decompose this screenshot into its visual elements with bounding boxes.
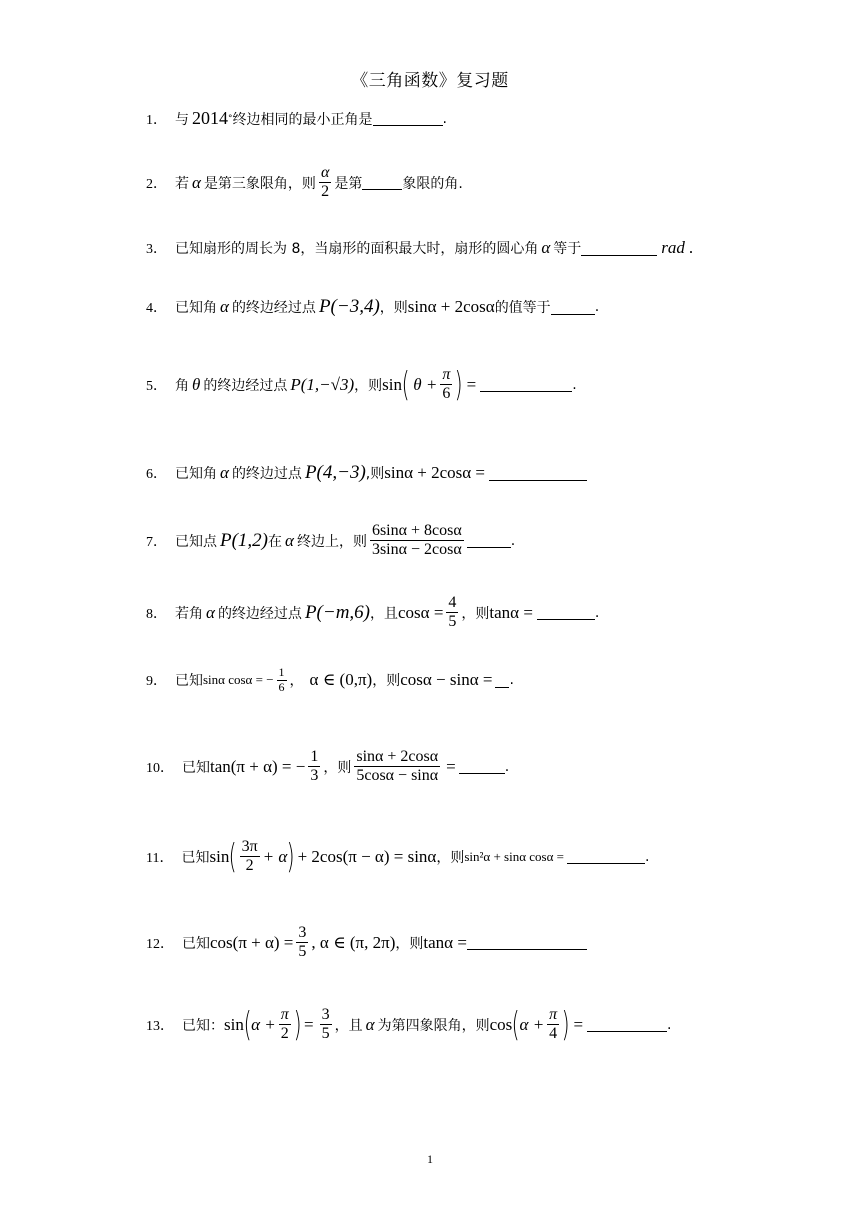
math-value: 2014 <box>192 108 228 128</box>
answer-blank[interactable] <box>467 935 587 950</box>
question-text: ， <box>289 673 304 690</box>
math-expression: + 2cos(π − α) = sinα <box>297 846 437 866</box>
question-text: 若角 <box>175 605 203 622</box>
left-paren: ( <box>228 836 237 877</box>
question-text: 已知角 <box>175 300 217 316</box>
equals-sign: = <box>304 1014 314 1034</box>
question-text: 的终边经过点 <box>217 605 302 622</box>
question-3 <box>146 238 693 258</box>
question-12 <box>146 924 587 962</box>
math-symbol: α <box>220 297 229 316</box>
question-text: ,则 <box>365 466 385 482</box>
fraction <box>296 924 308 962</box>
page-title: 《三角函数》复习题 <box>351 71 509 91</box>
right-paren: ) <box>454 364 463 405</box>
fraction <box>370 522 464 560</box>
fraction-denominator: 2 <box>280 1025 289 1043</box>
math-expression: θ + <box>413 374 438 394</box>
math-symbol: α <box>541 238 551 257</box>
question-text: . <box>509 672 514 689</box>
question-number: 4． <box>146 301 167 316</box>
left-paren: ( <box>401 364 410 405</box>
answer-blank[interactable] <box>495 673 509 688</box>
point-coordinates: P(1,2) <box>220 529 269 551</box>
question-text: 已知 <box>182 935 210 952</box>
question-text: 已知角 <box>175 466 217 482</box>
question-number: 5． <box>146 378 167 394</box>
point-coordinates: P(1,−√3) <box>290 374 355 394</box>
question-text: 终边上，则 <box>296 533 367 550</box>
math-expression: tan(π + α) = − <box>210 756 306 776</box>
question-11 <box>146 838 649 876</box>
fraction-denominator: 5 <box>321 1025 330 1043</box>
fraction-denominator: 3 <box>310 767 319 785</box>
question-7 <box>146 522 515 560</box>
math-symbol: θ <box>192 374 201 394</box>
fraction-denominator: 6 <box>278 679 285 694</box>
answer-blank[interactable] <box>567 849 645 864</box>
math-expression: , α ∈ (π, 2π) <box>311 932 396 952</box>
fraction-denominator: 5 <box>448 613 457 631</box>
question-number: 2． <box>146 176 167 192</box>
right-paren: ) <box>561 1004 570 1045</box>
question-text: 的终边经过点 <box>203 377 288 394</box>
math-symbol: α <box>220 463 229 482</box>
answer-blank[interactable] <box>480 377 572 392</box>
question-number: 11． <box>146 850 174 866</box>
math-expression: α + <box>251 1014 276 1034</box>
question-text: 已知 <box>181 849 210 866</box>
fraction-denominator: 5 <box>298 943 307 961</box>
equals-sign: = <box>466 374 477 394</box>
question-text: 的终边过点 <box>231 466 302 482</box>
fraction-numerator: 4 <box>446 594 458 613</box>
question-text: 的值等于 <box>494 300 551 316</box>
answer-blank[interactable] <box>587 1017 667 1032</box>
fraction-numerator: 6sinα + 8cosα <box>370 522 464 541</box>
fraction-denominator: 6 <box>442 385 451 403</box>
question-4 <box>146 296 599 318</box>
question-text: 等于 <box>553 241 582 257</box>
right-paren: ) <box>286 836 295 877</box>
question-number: 13． <box>146 1018 174 1034</box>
question-text: ，则 <box>461 605 490 622</box>
point-coordinates: P(4,−3) <box>304 462 366 483</box>
question-8 <box>146 594 599 632</box>
question-text: . <box>594 604 600 621</box>
math-function: cos <box>489 1014 513 1034</box>
question-number: 1． <box>146 112 167 128</box>
math-expression: + α <box>262 846 288 866</box>
question-1 <box>146 108 447 129</box>
question-number: 10． <box>146 760 174 776</box>
math-expression: sinα + 2cosα <box>407 297 495 316</box>
math-symbol: α <box>206 602 215 622</box>
question-text: ，则 <box>354 377 383 394</box>
question-text: 若 <box>175 175 189 192</box>
question-number: 7． <box>146 534 167 550</box>
point-coordinates: P(−3,4) <box>318 296 380 317</box>
question-text: 的终边经过点 <box>231 300 316 316</box>
math-function: sin <box>209 846 230 866</box>
math-symbol: α <box>192 172 201 192</box>
fraction <box>354 748 440 786</box>
degree-sign: ° <box>228 113 233 124</box>
fraction <box>320 1006 332 1044</box>
point-coordinates: P(−m,6) <box>304 601 370 623</box>
fraction-numerator: π <box>442 366 451 383</box>
question-9 <box>146 666 514 695</box>
fraction-denominator: 5cosα − sinα <box>356 767 439 785</box>
question-text: 已知 <box>175 673 203 690</box>
question-text: . <box>688 238 694 257</box>
fraction <box>240 838 260 876</box>
math-expression: tanα = <box>489 602 533 622</box>
fraction-denominator: 2 <box>321 183 330 201</box>
math-expression: tanα = <box>423 932 467 952</box>
question-text: . <box>594 299 600 315</box>
math-expression: sinα cosα = − <box>203 672 274 688</box>
answer-blank[interactable] <box>467 533 511 548</box>
question-text: 在 <box>268 533 283 550</box>
question-number: 12． <box>146 936 174 952</box>
answer-blank[interactable] <box>537 605 595 620</box>
question-10 <box>146 748 509 786</box>
question-text: ，且 <box>334 1017 363 1034</box>
question-text: 是第 <box>334 175 363 192</box>
fraction <box>440 366 452 404</box>
question-text: . <box>572 376 577 393</box>
fraction-numerator: π <box>280 1006 289 1023</box>
question-number: 9． <box>146 674 167 690</box>
fraction-numerator: α <box>320 164 330 181</box>
question-number: 8． <box>146 606 167 622</box>
fraction <box>277 666 287 695</box>
question-number: 3． <box>146 242 167 257</box>
question-text: . <box>510 532 516 549</box>
question-13 <box>146 1006 672 1044</box>
fraction-numerator: 1 <box>278 665 285 679</box>
question-2 <box>146 164 463 202</box>
answer-blank[interactable] <box>459 759 505 774</box>
math-symbol: α <box>365 1014 375 1034</box>
math-expression: cosα − sinα = <box>400 670 493 690</box>
left-paren: ( <box>243 1004 252 1045</box>
fraction-numerator: 3 <box>296 924 308 943</box>
question-text: 是第三象限角，则 <box>203 175 316 192</box>
math-expression: α + <box>519 1014 545 1034</box>
question-6 <box>146 462 587 484</box>
fraction-numerator: 1 <box>308 748 320 767</box>
fraction-numerator: 3 <box>320 1006 332 1025</box>
equals-sign: = <box>446 756 456 776</box>
question-5 <box>146 366 577 404</box>
question-number: 6． <box>146 467 167 482</box>
answer-blank[interactable] <box>581 241 657 256</box>
equals-sign: = <box>573 1014 584 1034</box>
question-text: . <box>504 758 510 775</box>
math-expression: cosα = <box>398 602 444 622</box>
math-function: sin <box>382 374 402 394</box>
fraction-denominator: 3sinα − 2cosα <box>371 541 462 559</box>
answer-blank[interactable] <box>489 466 587 481</box>
fraction <box>279 1006 291 1044</box>
fraction-denominator: 4 <box>549 1025 558 1043</box>
question-text: . <box>645 848 650 865</box>
answer-blank[interactable] <box>373 111 443 126</box>
right-paren: ) <box>293 1004 302 1045</box>
question-text: 与 <box>175 111 189 128</box>
question-text: 角 <box>175 377 189 394</box>
question-text: 象限的角. <box>402 175 463 192</box>
question-text: . <box>442 110 447 127</box>
question-text: ，则 <box>395 935 424 952</box>
question-text: ，则 <box>323 759 352 776</box>
fraction <box>308 748 320 786</box>
math-expression: cos(π + α) = <box>210 932 294 952</box>
math-symbol: α <box>285 530 294 550</box>
question-text: 终边相同的最小正角是 <box>232 111 373 128</box>
fraction <box>547 1006 559 1044</box>
fraction <box>446 594 458 632</box>
fraction-denominator: 2 <box>245 857 254 875</box>
unit-rad: rad <box>661 238 685 257</box>
question-text: ，则 <box>436 849 465 866</box>
fraction <box>319 164 331 202</box>
question-text: 已知点 <box>175 533 217 550</box>
math-expression: sinα + 2cosα = <box>384 463 485 482</box>
question-text: 已知扇形的周长为 8，当扇形的面积最大时，扇形的圆心角 <box>175 241 539 257</box>
left-paren: ( <box>511 1004 520 1045</box>
question-text: 已知： <box>182 1017 224 1034</box>
math-function: sin <box>224 1014 244 1034</box>
fraction-numerator: 3π <box>240 838 260 857</box>
question-text: . <box>667 1016 672 1033</box>
answer-blank[interactable] <box>551 300 595 315</box>
question-text: 为第四象限角，则 <box>377 1017 490 1034</box>
fraction-numerator: π <box>549 1006 558 1023</box>
math-expression: α ∈ (0,π) <box>309 670 373 690</box>
math-expression: sin²α + sinα cosα = <box>464 848 564 864</box>
answer-blank[interactable] <box>362 175 402 190</box>
question-text: 已知 <box>182 759 210 776</box>
question-text: ，则 <box>379 300 408 316</box>
page-number: 1 <box>427 1152 433 1166</box>
question-text: ，则 <box>372 673 401 690</box>
fraction-numerator: sinα + 2cosα <box>354 748 440 767</box>
question-text: ，且 <box>370 605 398 622</box>
